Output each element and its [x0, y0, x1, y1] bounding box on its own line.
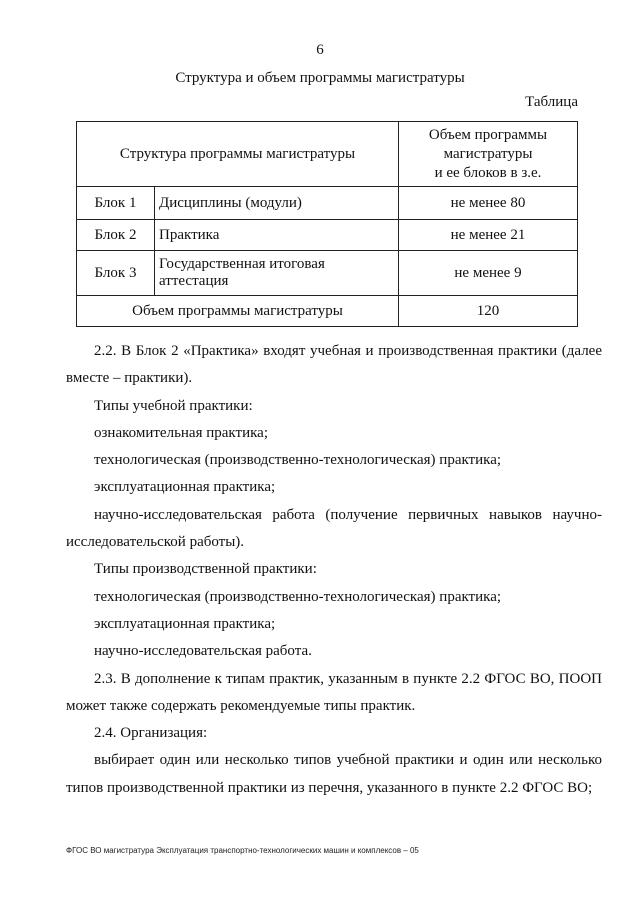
table-row [77, 187, 578, 220]
header-volume-line-1: Объем программы [428, 126, 548, 143]
paragraph: 2.4. Организация: [94, 725, 208, 742]
table-row [77, 220, 578, 251]
block-name: Государственная итоговая аттестация [155, 251, 399, 296]
paragraph: технологическая (производственно-технологическая) практика; [94, 452, 502, 469]
block-volume: не менее 80 [399, 187, 578, 220]
paragraph: выбирает один или несколько типов учебной практики и один или несколько типов производственной практики из перечня, указанного в пункте 2.2 ФГОС ВО; [66, 752, 602, 796]
block-name: Дисциплины (модули) [155, 187, 399, 220]
paragraph: эксплуатационная практика; [94, 615, 276, 632]
page-number: 6 [316, 42, 324, 58]
program-structure-table [76, 121, 578, 327]
header-volume-line-2: магистратуры [443, 145, 533, 162]
block-volume: не менее 21 [399, 220, 578, 251]
document-title: Структура и объем программы магистратуры [175, 70, 465, 86]
table-row [77, 251, 578, 296]
paragraph: Типы учебной практики: [94, 397, 253, 414]
header-volume-line-3: и ее блоков в з.е. [434, 164, 542, 181]
block-number: Блок 3 [77, 251, 155, 296]
paragraph: технологическая (производственно-технологическая) практика; [94, 588, 502, 605]
paragraph: научно-исследовательская работа (получение первичных навыков научно-исследовательской работы). [66, 506, 602, 551]
table-caption: Таблица [525, 94, 578, 110]
paragraph: Типы производственной практики: [94, 561, 317, 578]
total-value: 120 [399, 296, 578, 327]
page-footer: ФГОС ВО магистратура Эксплуатация транспортно-технологических машин и комплексов – 05 [66, 846, 419, 855]
paragraph: научно-исследовательская работа. [94, 643, 312, 660]
paragraph: эксплуатационная практика; [94, 479, 276, 496]
header-structure: Структура программы магистратуры [77, 122, 399, 187]
paragraph: 2.2. В Блок 2 «Практика» входят учебная и производственная практики (далее вместе – практики). [66, 343, 602, 387]
total-label: Объем программы магистратуры [77, 296, 399, 327]
table-header-row [77, 122, 578, 187]
block-number: Блок 1 [77, 187, 155, 220]
paragraph: ознакомительная практика; [94, 424, 268, 441]
header-volume [399, 122, 578, 187]
block-number: Блок 2 [77, 220, 155, 251]
paragraph: 2.3. В дополнение к типам практик, указанным в пункте 2.2 ФГОС ВО, ПООП может также содержать рекомендуемые типы практик. [66, 670, 602, 714]
block-volume: не менее 9 [399, 251, 578, 296]
table-total-row [77, 296, 578, 327]
body-text [66, 338, 602, 802]
block-name: Практика [155, 220, 399, 251]
